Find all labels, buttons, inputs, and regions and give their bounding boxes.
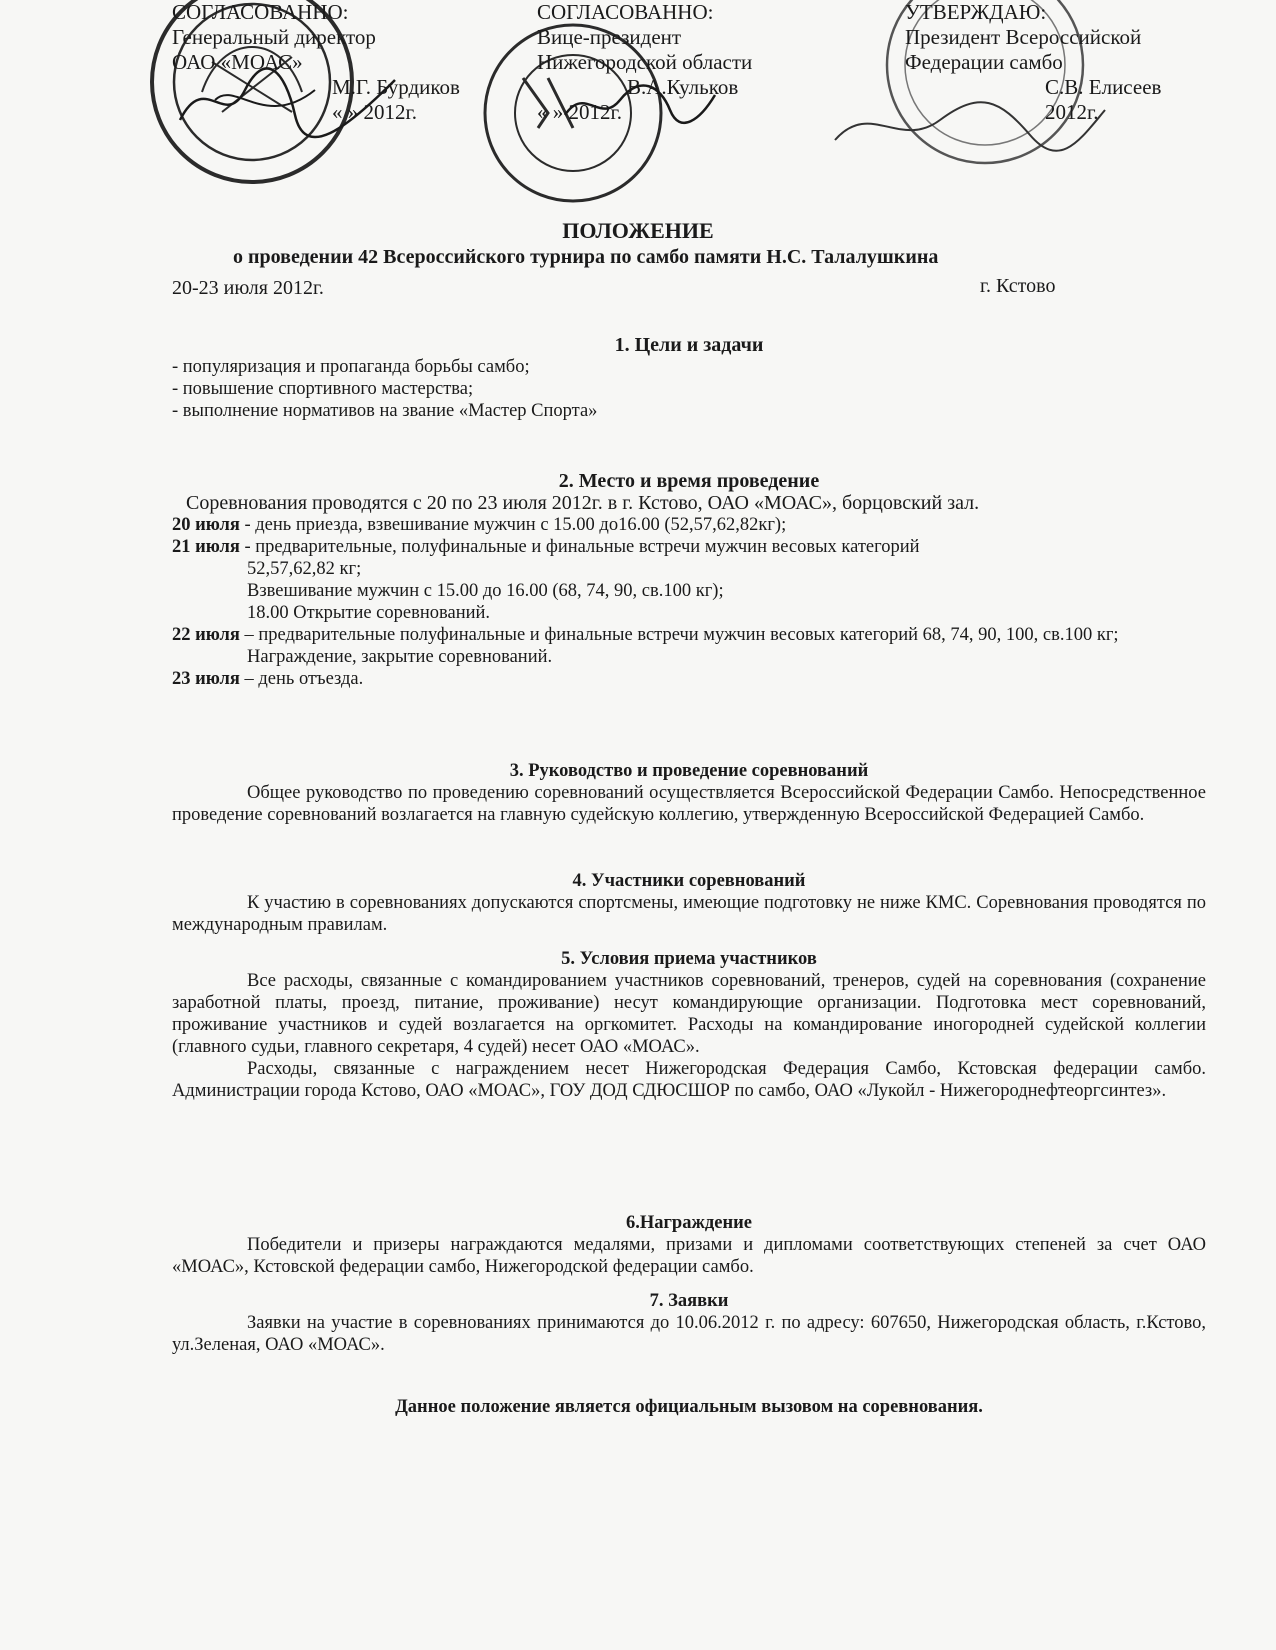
document-subtitle: о проведении 42 Всероссийского турнира по самбо памяти Н.С. Талалушкина xyxy=(233,246,939,268)
day-sub: Награждение, закрытие соревнований. xyxy=(247,647,553,667)
approval-org: Федерации самбо xyxy=(905,50,1063,74)
approval-position: Генеральный директор xyxy=(172,25,376,49)
section-heading: 3. Руководство и проведение соревнований xyxy=(509,761,869,781)
approval-block-left xyxy=(172,0,460,125)
list-item: - повышение спортивного мастерства; xyxy=(172,379,474,399)
document-title: ПОЛОЖЕНИЕ xyxy=(562,218,714,243)
section-4 xyxy=(172,870,1206,936)
approval-date: « » 2012г. xyxy=(537,100,622,124)
approval-block-middle xyxy=(537,0,752,125)
day-text: - предварительные, полуфинальные и финальные встречи мужчин весовых категорий xyxy=(239,537,920,557)
day-sub: 18.00 Открытие соревнований. xyxy=(247,603,491,623)
section-3 xyxy=(172,760,1206,826)
day-text: – день отъезда. xyxy=(239,669,364,689)
section-6 xyxy=(172,1212,1206,1278)
section-heading: 2. Место и время проведение xyxy=(558,470,820,492)
day-label: 23 июля xyxy=(172,669,240,689)
list-item: - выполнение нормативов на звание «Мастер Спорта» xyxy=(172,401,598,421)
approval-org: ОАО «МОАС» xyxy=(172,50,303,74)
section-heading: 7. Заявки xyxy=(649,1291,729,1311)
section-paragraph: Заявки на участие в соревнованиях принимаются до 10.06.2012 г. по адресу: 607650, Нижегородская область, г.Кстово, ул.Зеленая, ОАО «МОАС». xyxy=(172,1313,1206,1355)
approval-date: 2012г. xyxy=(1045,100,1099,124)
schedule-day-21 xyxy=(172,536,1206,558)
approval-name: С.В. Елисеев xyxy=(1045,75,1162,99)
schedule-day-23 xyxy=(172,668,1206,690)
approval-title: СОГЛАСОВАННО: xyxy=(172,0,349,24)
section-5 xyxy=(172,948,1206,1102)
section-paragraph: Победители и призеры награждаются медалями, призами и дипломами соответствующих степеней за счет ОАО «МОАС», Кстовской федерации самбо, Нижегородской федерации самбо. xyxy=(172,1235,1206,1277)
section-paragraph: Расходы, связанные с награждением несет Нижегородская Федерация Самбо, Кстовская федерации самбо. Администрации города Кстово, ОАО «МОАС», ГОУ ДОД СДЮСШОР по самбо, ОАО «Лукойл - Нижегороднефтеоргсинтез». xyxy=(172,1059,1206,1101)
approval-name: М.Г. Бурдиков xyxy=(332,75,460,99)
approval-title: СОГЛАСОВАННО: xyxy=(537,0,714,24)
schedule-day-20 xyxy=(172,514,1206,536)
schedule-day-22 xyxy=(172,624,1206,646)
section-heading: 1. Цели и задачи xyxy=(614,334,764,356)
document-date: 20-23 июля 2012г. xyxy=(172,277,324,299)
day-text: - день приезда, взвешивание мужчин с 15.00 до16.00 (52,57,62,82кг); xyxy=(239,515,787,535)
approval-block-right xyxy=(905,0,1161,125)
approval-org: Нижегородской области xyxy=(537,50,753,74)
closing-statement: Данное положение является официальным вызовом на соревнования. xyxy=(395,1397,983,1417)
list-item: - популяризация и пропаганда борьбы самбо; xyxy=(172,357,530,377)
section-heading: 6.Награждение xyxy=(626,1213,752,1233)
approval-position: Президент Всероссийской xyxy=(905,25,1142,49)
document-city: г. Кстово xyxy=(980,275,1056,297)
day-text: – предварительные полуфинальные и финальные встречи мужчин весовых категорий 68, 74, 90, 100, св.100 кг; xyxy=(239,625,1119,645)
section-heading: 4. Участники соревнований xyxy=(572,871,806,891)
section-paragraph: Общее руководство по проведению соревнований осуществляется Всероссийской Федерации Самбо. Непосредственное проведение соревнований возлагается на главную судейскую коллегию, утвержденную Всероссийской Федерацией Самбо. xyxy=(172,783,1206,825)
approval-title: УТВЕРЖДАЮ: xyxy=(905,0,1047,24)
day-label: 21 июля xyxy=(172,537,240,557)
section-7 xyxy=(172,1290,1206,1356)
section-heading: 5. Условия приема участников xyxy=(561,949,817,969)
day-label: 20 июля xyxy=(172,515,240,535)
section-intro: Соревнования проводятся с 20 по 23 июля 2012г. в г. Кстово, ОАО «МОАС», борцовский зал. xyxy=(186,492,980,514)
approval-date: « » 2012г. xyxy=(332,100,417,124)
approval-name: В.А.Кульков xyxy=(627,75,739,99)
section-1 xyxy=(172,334,1206,422)
day-label: 22 июля xyxy=(172,625,240,645)
section-paragraph: Все расходы, связанные с командированием участников соревнований, тренеров, судей на соревнования (сохранение заработной платы, проезд, питание, проживание) несут командирующие организации. Подготовка мест соревнований, проживание участников и судей возлагается на оргкомитет. Расходы на командирование иногородней судейской коллегии (главного судьи, главного секретаря, 4 судей) несет ОАО «МОАС». xyxy=(172,971,1206,1057)
section-2 xyxy=(172,470,1206,690)
approval-position: Вице-президент xyxy=(537,25,682,49)
section-paragraph: К участию в соревнованиях допускаются спортсмены, имеющие подготовку не ниже КМС. Соревнования проводятся по международным правилам. xyxy=(172,893,1206,935)
day-sub: 52,57,62,82 кг; xyxy=(247,559,362,579)
day-sub: Взвешивание мужчин с 15.00 до 16.00 (68, 74, 90, св.100 кг); xyxy=(247,581,724,601)
